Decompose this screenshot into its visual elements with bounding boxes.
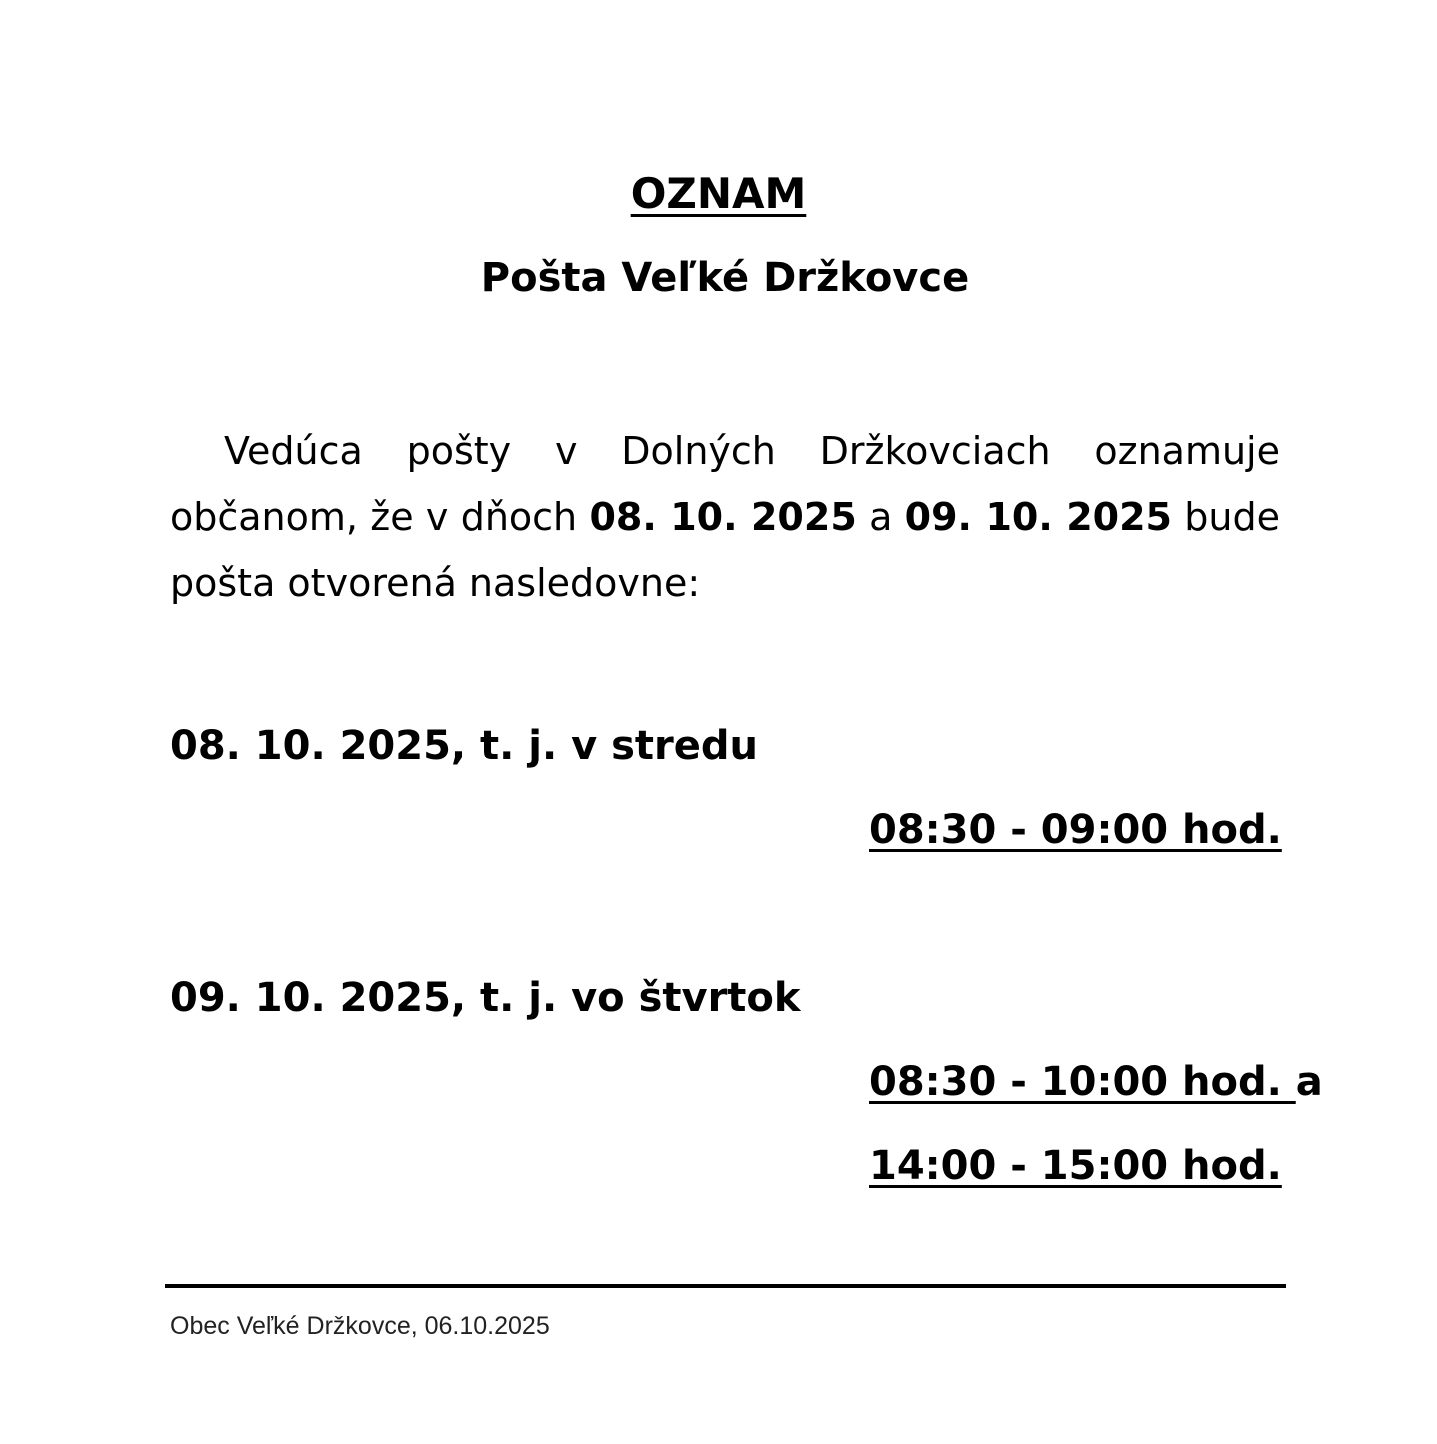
schedule-day-2: 09. 10. 2025, t. j. vo štvrtok (170, 975, 801, 1021)
paragraph-date-1: 08. 10. 2025 (589, 495, 857, 539)
paragraph-text-1: Vedúca pošty v Dolných Držkovciach oznamuje občanom, že v dňoch (170, 429, 1280, 539)
notice-paragraph (170, 418, 1280, 616)
paragraph-date-2: 09. 10. 2025 (904, 495, 1172, 539)
notice-title (0, 168, 1437, 220)
footer-divider (165, 1284, 1286, 1288)
footer-text: Obec Veľké Držkovce, 06.10.2025 (170, 1312, 550, 1340)
paragraph-text-2: a (856, 495, 905, 539)
notice-title-text: OZNAM (630, 169, 807, 218)
notice-subtitle: Pošta Veľké Držkovce (480, 255, 970, 301)
schedule-hours-3 (869, 1140, 1282, 1192)
schedule-hours-1-text: 08:30 - 09:00 hod. (869, 807, 1282, 853)
schedule-hours-2-text: 08:30 - 10:00 hod. (869, 1059, 1296, 1105)
schedule-day-1: 08. 10. 2025, t. j. v stredu (170, 723, 758, 769)
schedule-hours-1 (869, 804, 1282, 856)
schedule-hours-2 (869, 1056, 1323, 1108)
paragraph-text-3: bude pošta otvorená nasledovne: (170, 495, 1280, 605)
schedule-hours-3-text: 14:00 - 15:00 hod. (869, 1143, 1282, 1189)
schedule-hours-2-suffix: a (1295, 1059, 1323, 1105)
